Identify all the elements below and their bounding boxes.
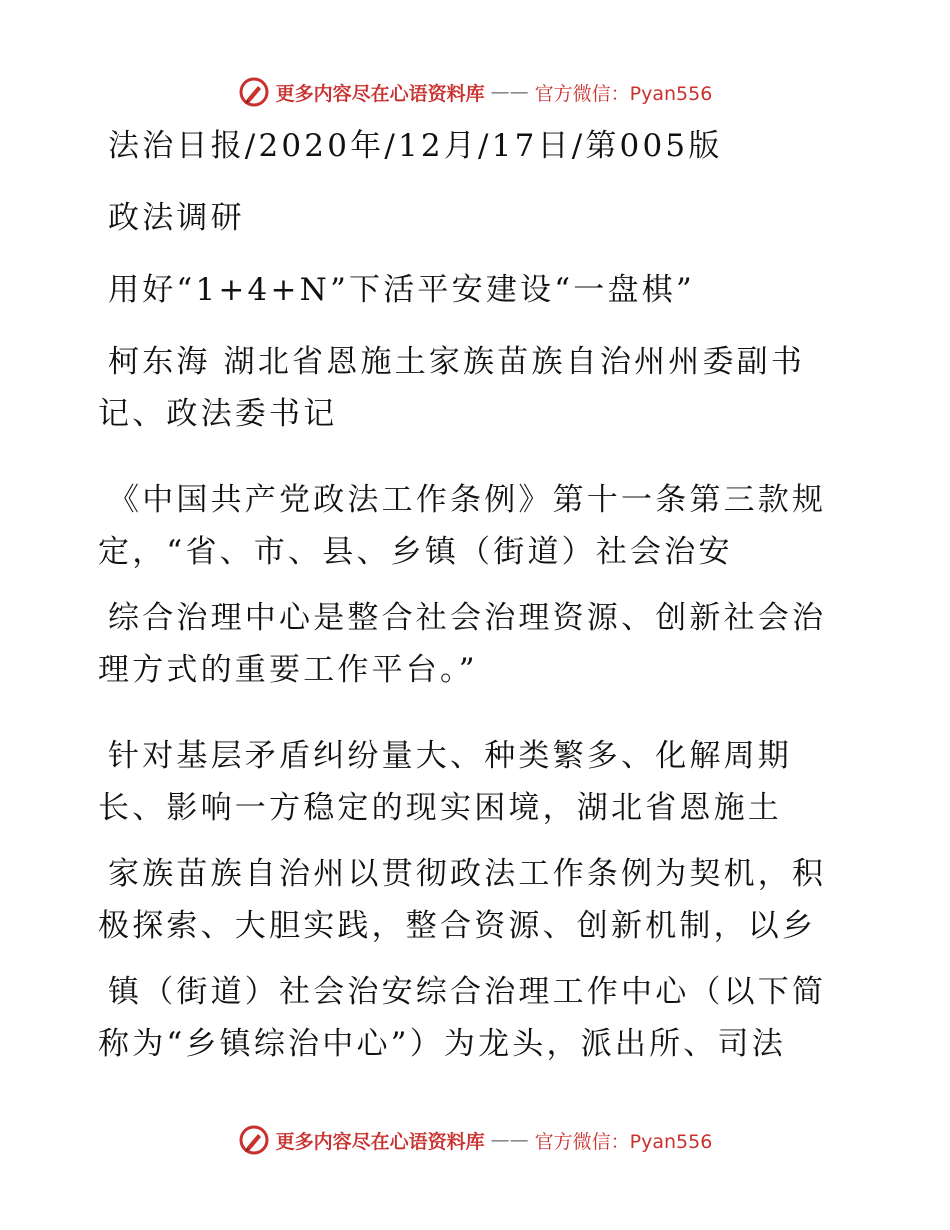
pen-logo-icon	[238, 76, 270, 108]
author-line-1: 柯东海 湖北省恩施土家族苗族自治州州委副书	[108, 344, 806, 380]
watermark-separator: ——	[490, 1129, 529, 1151]
article-title: 用好“1+4+N”下活平安建设“一盘棋”	[108, 272, 695, 308]
author-line-2: 记、政法委书记	[98, 396, 338, 432]
section-label: 政法调研	[108, 200, 245, 236]
paragraph-2-line-6: 称为“乡镇综治中心”）为龙头，派出所、司法	[98, 1026, 786, 1062]
watermark-main-text: 更多内容尽在心语资料库	[275, 1130, 485, 1153]
watermark-main-text: 更多内容尽在心语资料库	[275, 82, 485, 105]
watermark-wechat-text: 官方微信：Pyan556	[534, 1130, 713, 1153]
paragraph-2-line-4: 极探索、大胆实践，整合资源、创新机制，以乡	[98, 908, 817, 944]
paragraph-1-line-3: 综合治理中心是整合社会治理资源、创新社会治	[108, 600, 827, 636]
watermark-wechat-text: 官方微信：Pyan556	[534, 82, 713, 105]
paragraph-1-line-2: 定，“省、市、县、乡镇（街道）社会治安	[98, 534, 733, 570]
pen-logo-icon	[238, 1124, 270, 1156]
article-body	[98, 120, 838, 1070]
paragraph-2-line-5: 镇（街道）社会治安综合治理工作中心（以下简	[108, 974, 827, 1010]
source-line: 法治日报/2020年/12月/17日/第005版	[108, 128, 723, 164]
paragraph-2-line-2: 长、影响一方稳定的现实困境，湖北省恩施土	[98, 790, 782, 826]
watermark-footer	[0, 1120, 950, 1160]
paragraph-2-line-3: 家族苗族自治州以贯彻政法工作条例为契机，积	[108, 856, 827, 892]
paragraph-2-line-1: 针对基层矛盾纠纷量大、种类繁多、化解周期	[108, 738, 792, 774]
watermark-header	[0, 72, 950, 112]
paragraph-1-line-1: 《中国共产党政法工作条例》第十一条第三款规	[108, 482, 827, 518]
paragraph-1-line-4: 理方式的重要工作平台。”	[98, 652, 478, 688]
watermark-separator: ——	[490, 81, 529, 103]
